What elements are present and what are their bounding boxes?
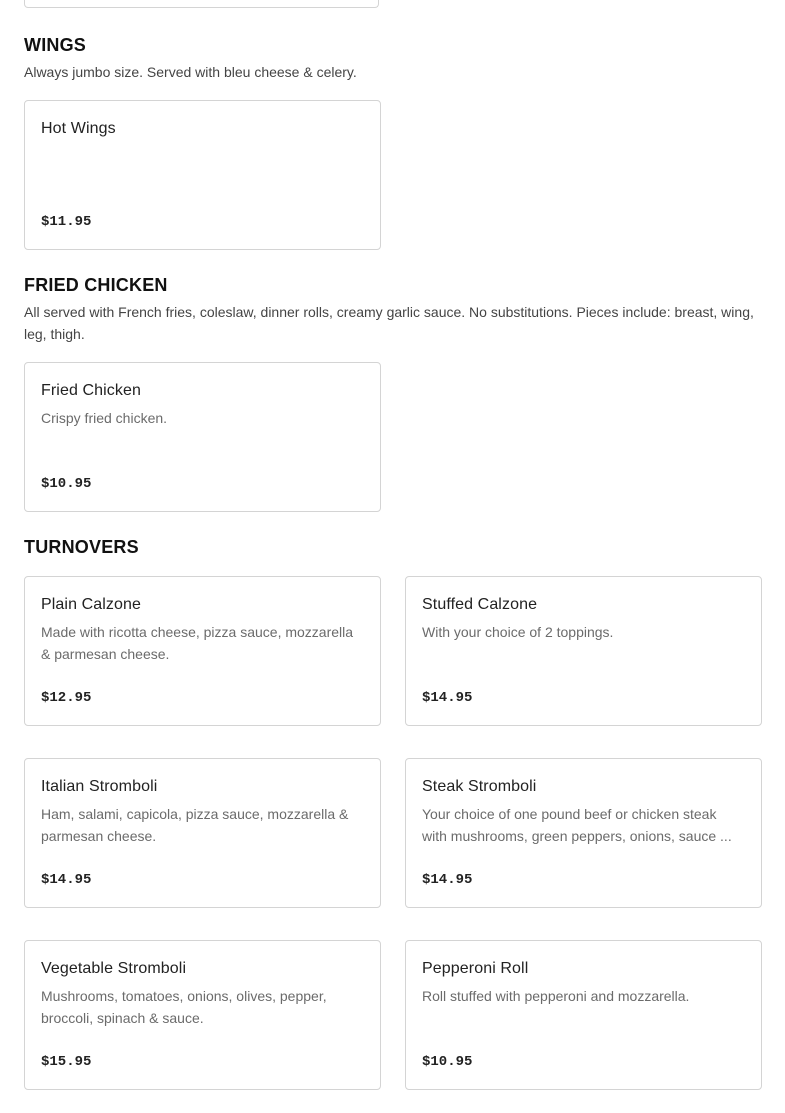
item-name: Steak Stromboli: [422, 778, 537, 795]
section-title: FRIED CHICKEN: [24, 275, 168, 295]
item-price: $14.95: [422, 690, 473, 706]
item-name: Hot Wings: [41, 120, 116, 137]
item-name: Fried Chicken: [41, 382, 142, 399]
menu-item-card-vegetable-stromboli[interactable]: [24, 940, 381, 1090]
item-description: Roll stuffed with pepperoni and mozzarella.: [422, 988, 690, 1004]
item-description: Crispy fried chicken.: [41, 410, 168, 426]
section-description: All served with French fries, coleslaw, dinner rolls, creamy garlic sauce. No substitutions. Pieces include: breast, wing, leg, thigh.: [24, 304, 754, 342]
item-price: $10.95: [41, 476, 92, 492]
section-title: TURNOVERS: [24, 537, 139, 557]
section-title: WINGS: [24, 35, 86, 55]
item-name: Italian Stromboli: [41, 778, 158, 795]
menu-item-card-pepperoni-roll[interactable]: [405, 940, 762, 1090]
menu-item-card-partial[interactable]: [24, 0, 379, 8]
item-description: With your choice of 2 toppings.: [422, 624, 614, 640]
item-name: Plain Calzone: [41, 596, 142, 613]
menu-item-card-plain-calzone[interactable]: [24, 576, 381, 726]
section-description: Always jumbo size. Served with bleu cheese & celery.: [24, 64, 357, 80]
item-name: Stuffed Calzone: [422, 596, 538, 613]
item-price: $14.95: [41, 872, 92, 888]
item-price: $12.95: [41, 690, 92, 706]
item-description: Your choice of one pound beef or chicken steak with mushrooms, green peppers, onions, sauce ...: [422, 806, 732, 844]
item-price: $10.95: [422, 1054, 473, 1070]
menu-item-card-stuffed-calzone[interactable]: [405, 576, 762, 726]
item-description: Made with ricotta cheese, pizza sauce, mozzarella & parmesan cheese.: [41, 624, 354, 662]
menu-item-card-steak-stromboli[interactable]: [405, 758, 762, 908]
section-fried-chicken: [24, 274, 761, 345]
section-turnovers: [24, 536, 761, 558]
item-description: Ham, salami, capicola, pizza sauce, mozzarella & parmesan cheese.: [41, 806, 349, 844]
item-price: $15.95: [41, 1054, 92, 1070]
item-description: Mushrooms, tomatoes, onions, olives, pepper, broccoli, spinach & sauce.: [41, 988, 327, 1026]
item-name: Pepperoni Roll: [422, 960, 529, 977]
menu-item-card-italian-stromboli[interactable]: [24, 758, 381, 908]
menu-item-card-hot-wings[interactable]: [24, 100, 381, 250]
item-price: $11.95: [41, 214, 92, 230]
item-name: Vegetable Stromboli: [41, 960, 187, 977]
item-price: $14.95: [422, 872, 473, 888]
section-wings: [24, 34, 761, 83]
menu-item-card-fried-chicken[interactable]: [24, 362, 381, 512]
